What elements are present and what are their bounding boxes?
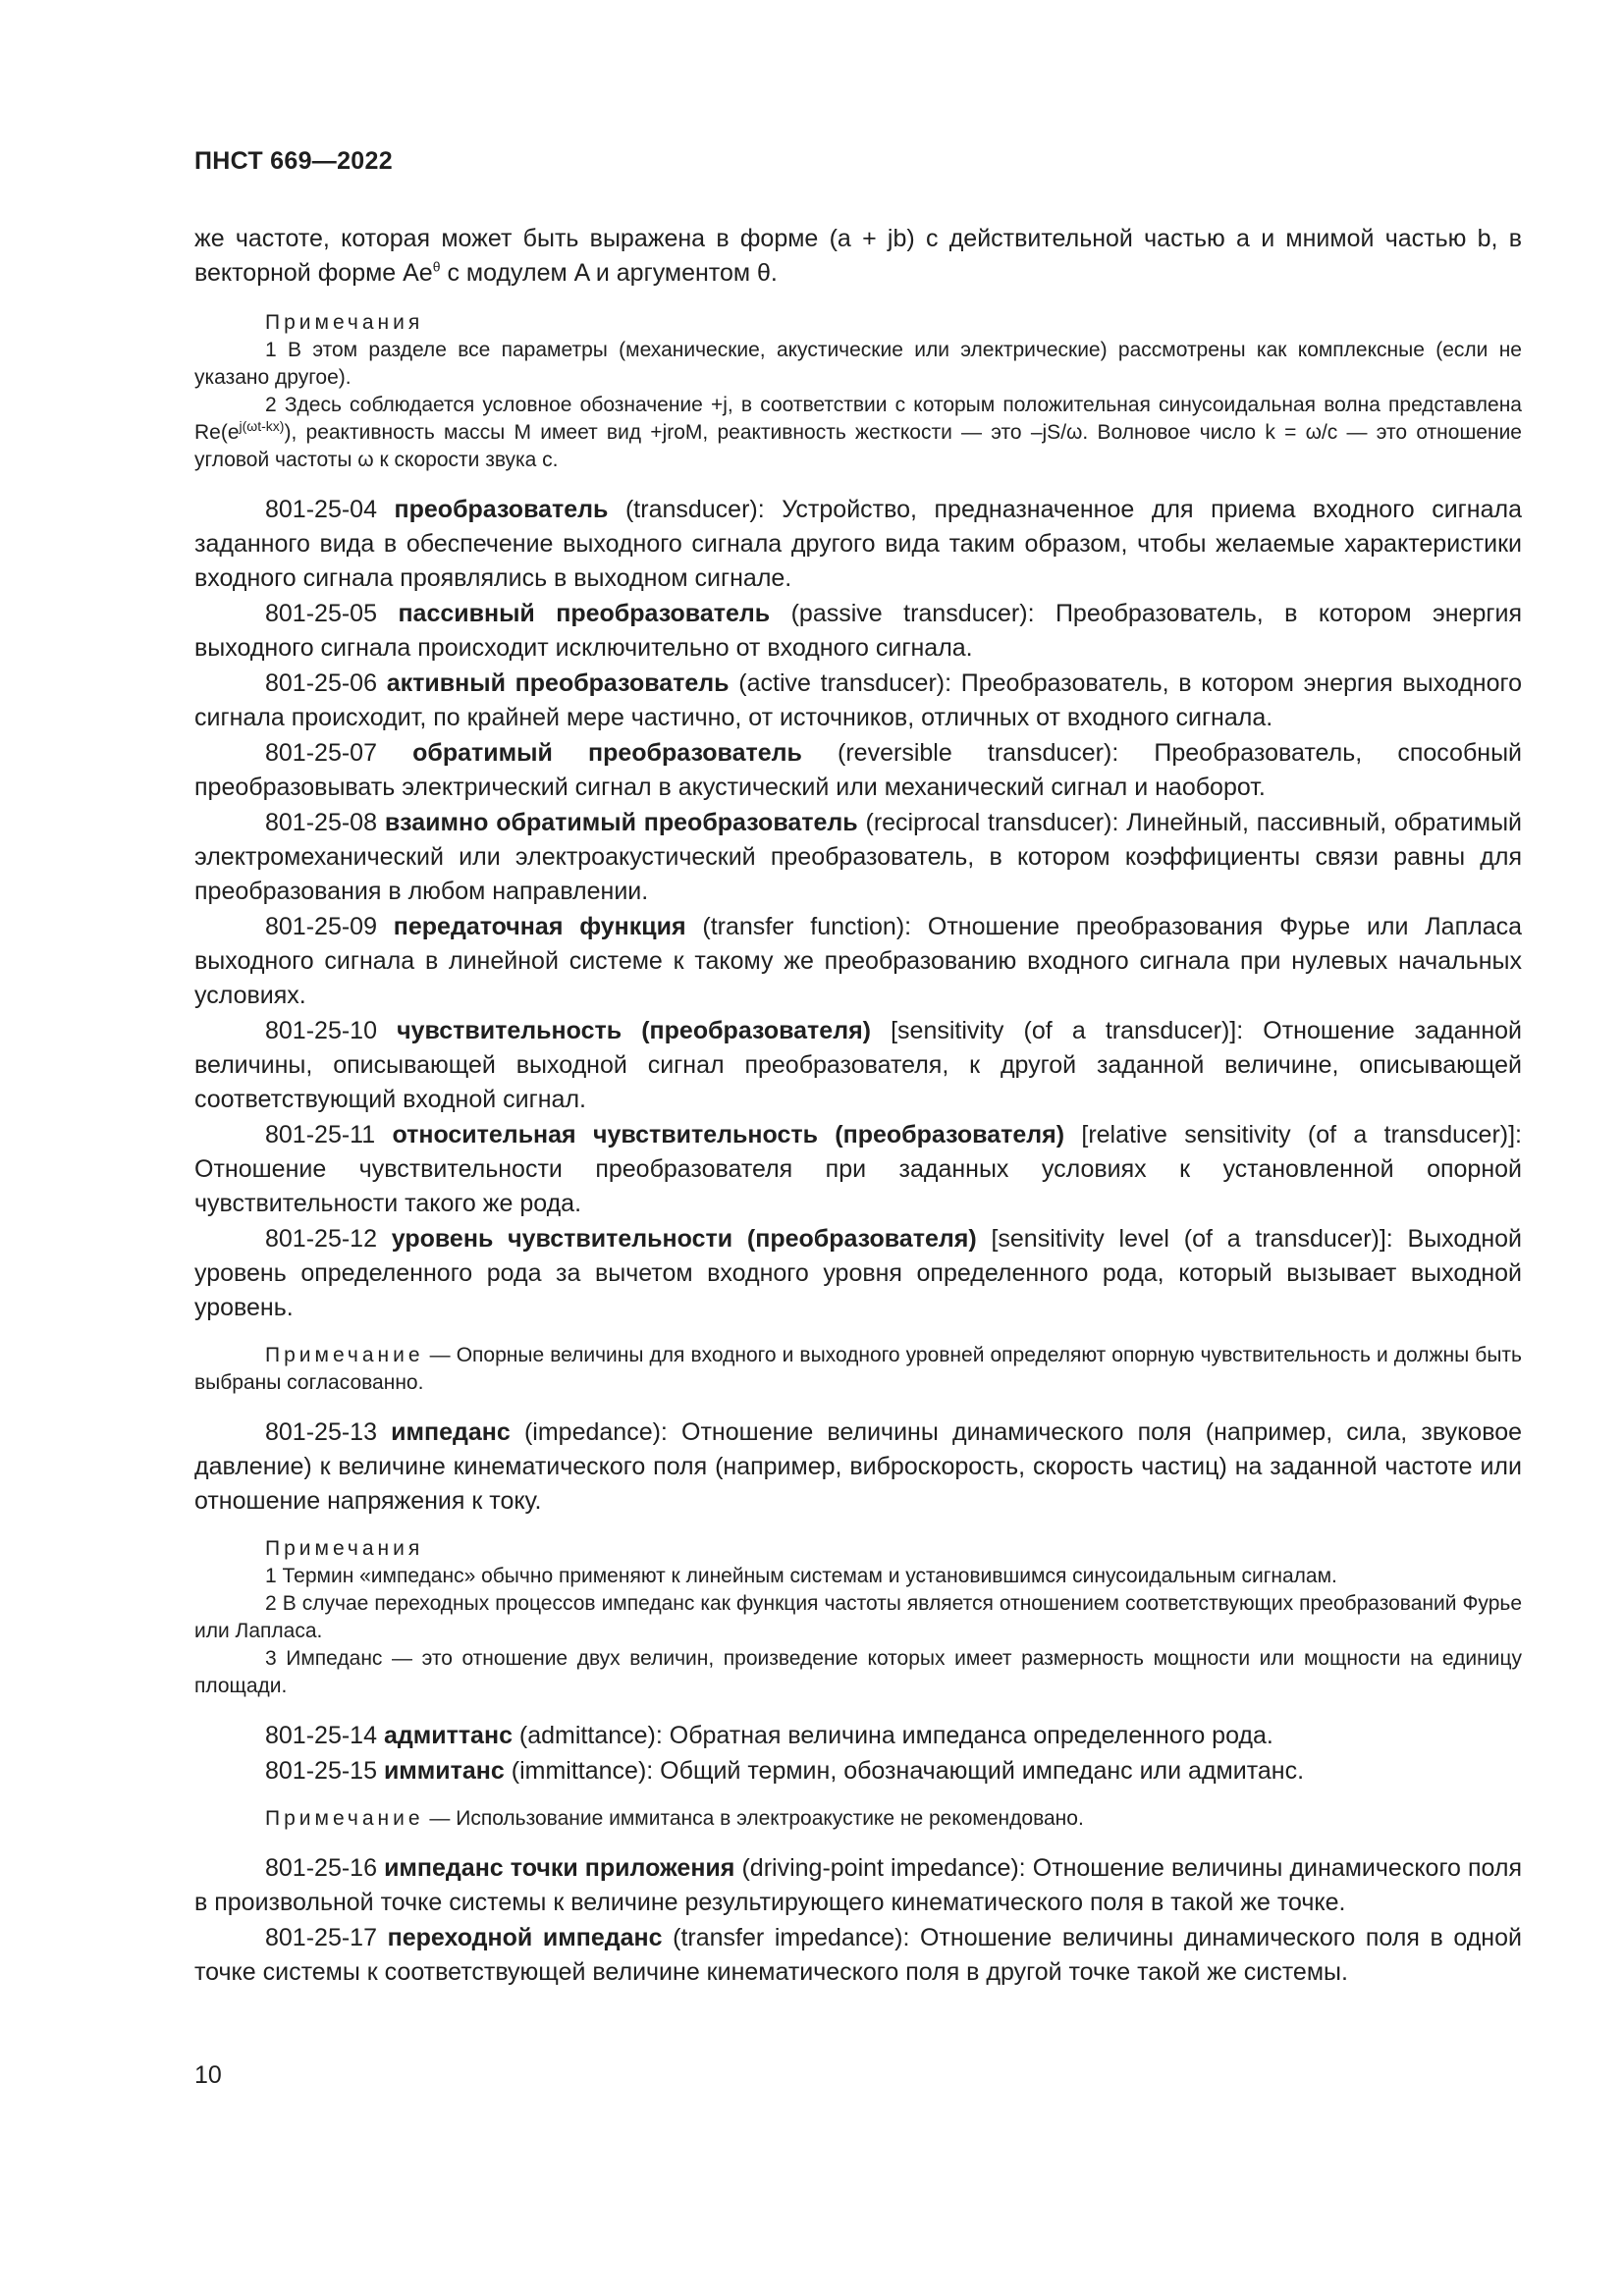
term-entry: 801-25-08 взаимно обратимый преобразователь (reciprocal transducer): Линейный, пассивный, обратимый электромеханический или электроакустический преобразователь, в котором коэффициенты связи равны для преобразования в любом направлении. [194,809,1523,905]
note-item: 2 Здесь соблюдается условное обозначение +j, в соответствии с которым положительная синусоидальная волна представлена $Re(e^{j(\omega t-kx)})$, реактивность массы M имеет вид +jroM, реактивность жесткости — это –jS/ω. Волновое число k = ω/c — это отношение угловой частоты ω к скорости звука c. [194,394,1522,471]
term-name: импеданс [391,1418,511,1446]
note-item: 1 В этом разделе все параметры (механические, акустические или электрические) рассмотрены как комплексные (если не указано другое). [194,339,1522,389]
term-name: адмиттанс [383,1722,513,1749]
term-entry: 801-25-09 передаточная функция (transfer function): Отношение преобразования Фурье или Лапласа выходного сигнала в линейной системе к такому же преобразованию входного сигнала при нулевых начальных условиях. [194,913,1523,1009]
term-name: взаимно обратимый преобразователь [384,809,858,836]
term-name: активный преобразователь [386,669,730,697]
intro-paragraph: же частоте, которая может быть выражена в форме (a + jb) с действительной частью a и мнимой частью b, в векторной форме $Ae^\theta$ с модулем A и аргументом θ. [194,225,1522,287]
term-entry: 801-25-06 активный преобразователь (active transducer): Преобразователь, в котором энергия выходного сигнала происходит, по крайней мере частично, от источников, отличных от входного сигнала. [194,669,1522,731]
note-single: Примечание — Опорные величины для входного и выходного уровней определяют опорную чувствительность и должны быть выбраны согласованно. [194,1344,1522,1394]
term-entry: 801-25-07 обратимый преобразователь (reversible transducer): Преобразователь, способный преобразовывать электрический сигнал в акустический или механический сигнал и наоборот. [194,739,1523,801]
term-name: уровень чувствительности (преобразователя) [391,1225,977,1253]
term-entry: 801-25-13 импеданс (impedance): Отношение величины динамического поля (например, сила, звуковое давление) к величине кинематического поля (например, виброскорость, скорость частиц) на заданной частоте или отношение напряжения к току. [194,1418,1522,1515]
term-name: относительная чувствительность (преобразователя) [392,1121,1065,1148]
note-item: 3 Импеданс — это отношение двух величин, произведение которых имеет размерность мощности или мощности на единицу площади. [194,1647,1522,1697]
term-name: передаточная функция [393,913,686,940]
page-content [194,222,1522,1991]
term-name: обратимый преобразователь [412,739,802,767]
term-name: переходной импеданс [387,1924,663,1951]
term-name: иммитанс [383,1757,505,1785]
note-item: 2 В случае переходных процессов импеданс как функция частоты является отношением соответствующих преобразований Фурье или Лапласа. [194,1592,1522,1642]
term-name: преобразователь [394,496,609,523]
term-name: импеданс точки приложения [384,1854,735,1882]
term-entry: 801-25-05 пассивный преобразователь (passive transducer): Преобразователь, в котором энергия выходного сигнала происходит исключительно от входного сигнала. [194,600,1522,662]
notes-heading: Примечания [265,1537,424,1560]
term-name: пассивный преобразователь [398,600,771,627]
page-number: 10 [194,2061,222,2089]
term-entries [194,493,1522,1325]
term-name: чувствительность (преобразователя) [397,1017,871,1044]
term-entry: 801-25-17 переходной импеданс (transfer impedance): Отношение величины динамического поля в одной точке системы к соответствующей величине кинематического поля в другой точке такой же системы. [194,1924,1522,1986]
term-entry: 801-25-10 чувствительность (преобразователя) [sensitivity (of a transducer)]: Отношение заданной величины, описывающей выходной сигнал преобразователя, к другой заданной величине, описывающей соответствующий входной сигнал. [194,1017,1522,1113]
term-entry: 801-25-14 адмиттанс (admittance): Обратная величина импеданса определенного рода. [265,1722,1273,1749]
note-item: 1 Термин «импеданс» обычно применяют к линейным системам и установившимся синусоидальным сигналам. [265,1565,1337,1587]
term-entry: 801-25-15 иммитанс (immittance): Общий термин, обозначающий импеданс или адмитанс. [265,1757,1305,1785]
term-entry: 801-25-04 преобразователь (transducer): Устройство, предназначенное для приема входного сигнала заданного вида в обеспечение выходного сигнала другого вида таким образом, чтобы желаемые характеристики входного сигнала проявлялись в выходном сигнале. [194,496,1522,592]
note-single: Примечание — Использование иммитанса в электроакустике не рекомендовано. [265,1807,1084,1830]
term-entry: 801-25-16 импеданс точки приложения (driving-point impedance): Отношение величины динамического поля в произвольной точке системы к величине результирующего кинематического поля в такой же точке. [194,1854,1522,1916]
term-entry: 801-25-11 относительная чувствительность (преобразователя) [relative sensitivity (of a transducer)]: Отношение чувствительности преобразователя при заданных условиях к установленной опорной чувствительности такого же рода. [194,1121,1522,1217]
notes-heading: Примечания [265,311,424,334]
document-id: ПНСТ 669—2022 [194,147,393,175]
term-entry: 801-25-12 уровень чувствительности (преобразователя) [sensitivity level (of a transducer)]: Выходной уровень определенного рода за вычетом входного уровня определенного рода, который вызывает выходной уровень. [194,1225,1522,1321]
